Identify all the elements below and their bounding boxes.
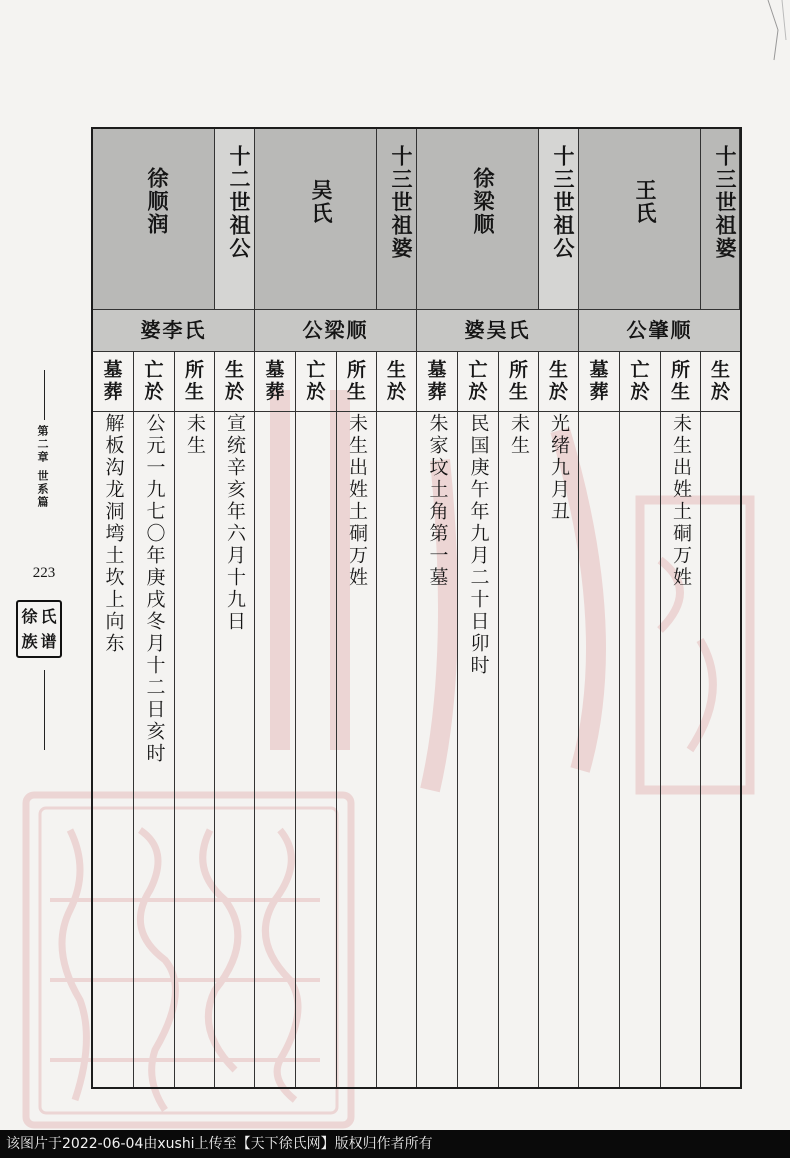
generation-label: 公肇顺 (626, 318, 693, 342)
stamp-char: 族 (21, 631, 38, 651)
field-label: 墓 葬 (427, 359, 447, 403)
margin-rule-bottom (44, 670, 45, 750)
header-cell-name (93, 129, 215, 309)
field-label: 生 於 (548, 359, 568, 403)
field-value: 宣统辛亥年六月十九日 (224, 413, 246, 633)
record-column (377, 351, 417, 1087)
field-value: 民国庚午年九月二十日卯时 (467, 413, 490, 677)
header-cell-name (417, 129, 539, 309)
page-number: 223 (32, 565, 56, 581)
field-label: 所 生 (670, 359, 690, 403)
person-name: 王氏 (633, 179, 658, 225)
record-column (661, 351, 701, 1087)
field-label: 所 生 (184, 359, 204, 403)
field-value: 朱家坟土角第一墓 (426, 413, 449, 589)
generation-label: 婆李氏 (93, 310, 255, 351)
record-column (255, 351, 296, 1087)
field-label: 墓 葬 (265, 359, 285, 403)
generation-label: 婆吴氏 (417, 310, 579, 351)
header-cell-title (215, 129, 255, 309)
record-column (296, 351, 337, 1087)
generation-label: 公梁顺 (255, 310, 417, 351)
genealogy-table (91, 127, 742, 1089)
record-column (215, 351, 255, 1087)
header-row (93, 129, 740, 310)
stamp-char: 谱 (40, 631, 57, 651)
person-name: 徐顺润 (145, 167, 170, 236)
field-label: 所 生 (508, 359, 528, 403)
record-column (458, 351, 499, 1087)
header-cell-name (255, 129, 377, 309)
margin-rule-top (44, 370, 45, 420)
record-column (539, 351, 579, 1087)
field-label: 生 於 (386, 359, 406, 403)
person-name: 吴氏 (309, 179, 334, 225)
field-value: 公元一九七〇年庚戌冬月十二日亥时 (143, 413, 166, 765)
side-margin (0, 360, 84, 750)
scan-corner-mark (764, 0, 790, 70)
field-value: 未生出姓土硐万姓 (670, 413, 692, 589)
field-label: 所 生 (346, 359, 366, 403)
field-value: 未生出姓土硐万姓 (346, 413, 368, 589)
field-value: 未生 (184, 413, 206, 457)
record-column (701, 351, 740, 1087)
header-cell-title (701, 129, 740, 309)
record-column (175, 351, 215, 1087)
field-value: 解板沟龙洞塆土坎上向东 (102, 413, 125, 655)
field-value: 未生 (508, 413, 530, 457)
record-column (337, 351, 377, 1087)
record-column (579, 351, 620, 1087)
field-label: 亡 於 (630, 359, 650, 403)
stamp-char: 徐 (21, 606, 38, 626)
generation-row (93, 310, 740, 352)
header-cell-title (377, 129, 417, 309)
field-label: 亡 於 (144, 359, 164, 403)
field-label: 墓 葬 (589, 359, 609, 403)
header-cell-name (579, 129, 701, 309)
record-column (134, 351, 175, 1087)
record-column (417, 351, 458, 1087)
field-label: 亡 於 (468, 359, 488, 403)
upload-caption: 该图片于2022-06-04由xushi上传至【天下徐氏网】版权归作者所有 (0, 1130, 790, 1158)
header-title: 十三世祖婆 (713, 145, 738, 260)
genealogy-stamp (16, 600, 62, 658)
label-divider (93, 411, 740, 412)
field-label: 亡 於 (306, 359, 326, 403)
field-label: 生 於 (224, 359, 244, 403)
person-name: 徐梁顺 (471, 167, 496, 236)
record-column (620, 351, 661, 1087)
stamp-char: 氏 (40, 606, 57, 626)
record-column (499, 351, 539, 1087)
header-title: 十二世祖公 (227, 145, 252, 260)
header-cell-title (539, 129, 579, 309)
field-label: 墓 葬 (103, 359, 123, 403)
record-column (93, 351, 134, 1087)
field-value: 光绪九月丑 (548, 413, 570, 523)
field-label: 生 於 (710, 359, 730, 403)
header-title: 十三世祖公 (551, 145, 576, 260)
chapter-title: 第二章 世系篇 (36, 425, 49, 509)
header-title: 十三世祖婆 (389, 145, 414, 260)
